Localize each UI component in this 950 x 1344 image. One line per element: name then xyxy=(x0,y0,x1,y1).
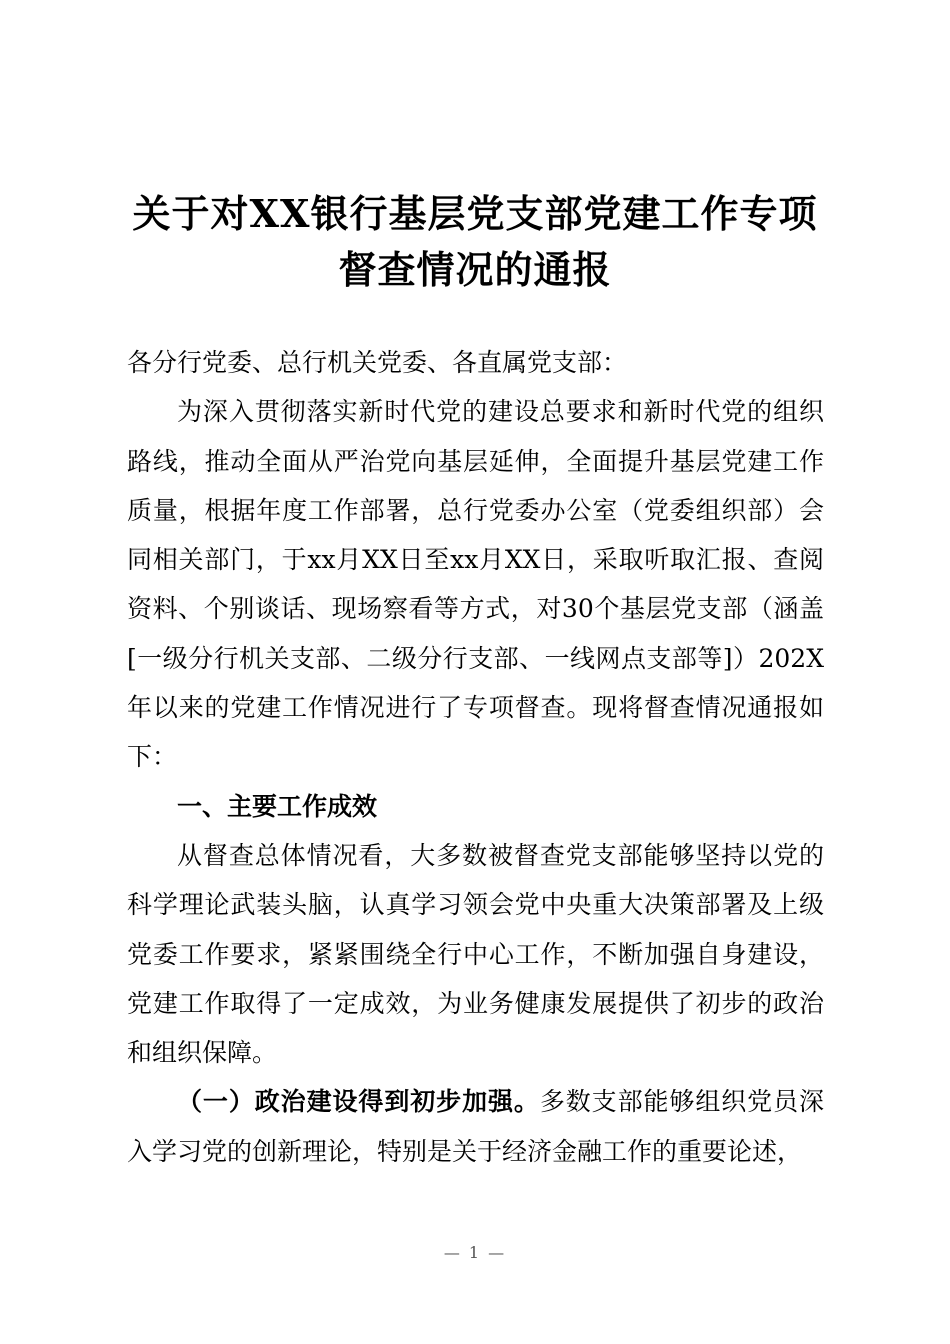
subsection-lead: （一）政治建设得到初步加强。 xyxy=(177,1087,540,1117)
salutation: 各分行党委、总行机关党委、各直属党支部： xyxy=(127,348,628,377)
paragraph-subsection xyxy=(127,1077,824,1176)
subsection-text: 多数支部能够组织党员深入学习党的创新理论，特别是关于经济金融工作的重要论述， xyxy=(127,1087,824,1166)
paragraph-overview: 从督查总体情况看，大多数被督查党支部能够坚持以党的科学理论武装头脑，认真学习领会党中央重大决策部署及上级党委工作要求，紧紧围绕全行中心工作，不断加强自身建设，党建工作取得了一定成效，为业务健康发展提供了初步的政治和组织保障。 xyxy=(127,840,824,1068)
paragraph-intro: 为深入贯彻落实新时代党的建设总要求和新时代党的组织路线，推动全面从严治党向基层延伸，全面提升基层党建工作质量，根据年度工作部署，总行党委办公室（党委组织部）会同相关部门，于xx月XX日至xx月XX日，采取听取汇报、查阅资料、个别谈话、现场察看等方式，对30个基层党支部（涵盖[一级分行机关支部、二级分行支部、一线网点支部等]）202X年以来的党建工作情况进行了专项督查。现将督查情况通报如下： xyxy=(127,397,824,772)
page-number: — 1 — xyxy=(443,1243,507,1262)
title-line-1: 关于对XX银行基层党支部党建工作专项 xyxy=(132,191,818,236)
document-title xyxy=(100,186,850,298)
section-heading: 一、主要工作成效 xyxy=(177,791,378,821)
title-line-2: 督查情况的通报 xyxy=(338,247,612,292)
document-body xyxy=(127,338,824,1176)
